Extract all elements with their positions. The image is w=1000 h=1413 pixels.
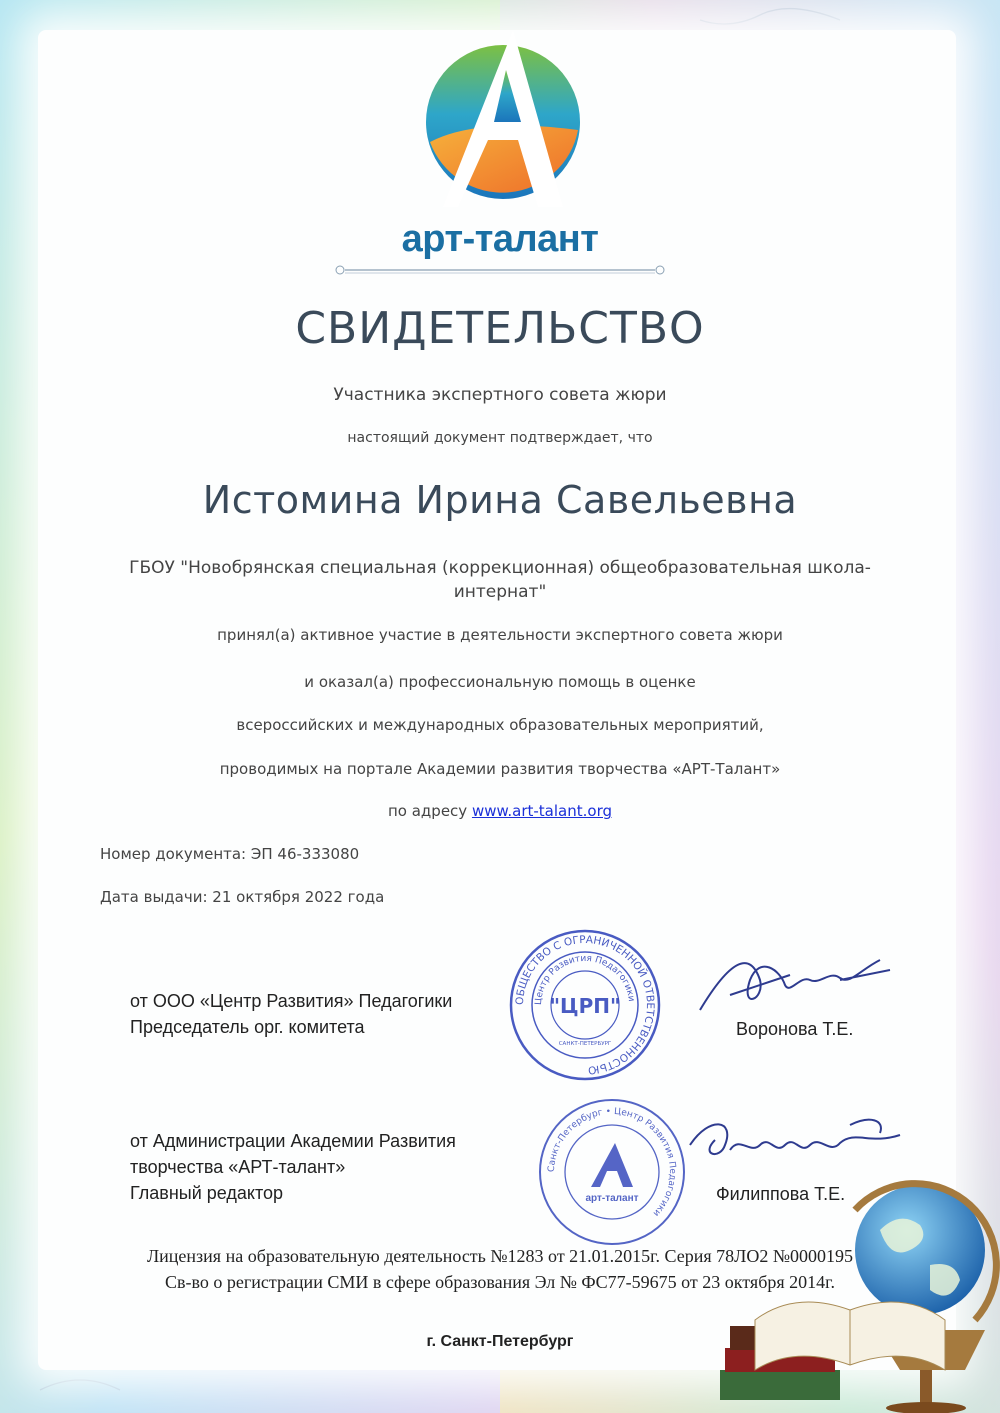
certificate-subtitle: Участника экспертного совета жюри — [333, 385, 667, 405]
signatory-2-org-line-1: от Администрации Академии Развития — [130, 1131, 456, 1151]
signatory-1-block — [130, 988, 452, 1040]
signatory-1-org: от ООО «Центр Развития» Педагогики — [130, 991, 453, 1011]
registration-text: Св-во о регистрации СМИ в сфере образования Эл № ФС77-59675 от 23 октября 2014г. — [164, 1272, 835, 1292]
body-line-2: и оказал(а) профессиональную помощь в оценке — [304, 673, 696, 691]
stamp-2-center: арт-талант — [585, 1193, 639, 1204]
logo-wordmark: арт-талант — [401, 218, 599, 260]
signatory-2-org-line-2: творчества «АРТ-талант» — [130, 1157, 346, 1177]
signature-1-icon — [690, 940, 900, 1030]
document-number: Номер документа: ЭП 46-333080 — [100, 845, 360, 863]
confirmation-text: настоящий документ подтверждает, что — [347, 430, 653, 446]
stamp-crp-icon — [505, 925, 665, 1085]
body-line-1: принял(а) активное участие в деятельности экспертного совета жюри — [217, 626, 783, 644]
address-prefix: по адресу — [387, 802, 472, 820]
signatory-2-role: Главный редактор — [130, 1183, 284, 1203]
signatory-2-name: Филиппова Т.Е. — [716, 1184, 846, 1204]
issue-date: Дата выдачи: 21 октября 2022 года — [100, 888, 385, 906]
ornament-divider — [333, 262, 667, 278]
stamp-1-city: САНКТ-ПЕТЕРБУРГ — [558, 1041, 612, 1047]
stamp-art-talant-icon — [535, 1095, 690, 1250]
recipient-name: Истомина Ирина Савельевна — [202, 478, 798, 522]
address-line — [0, 802, 1000, 820]
license-text: Лицензия на образовательную деятельность №1283 от 21.01.2015г. Серия 78ЛО2 №0000195 — [146, 1246, 854, 1266]
recipient-organization: ГБОУ "Новобрянская специальная (коррекционная) общеобразовательная школа-интернат" — [129, 558, 871, 602]
stamp-1-ring-text: ОБЩЕСТВО С ОГРАНИЧЕННОЙ ОТВЕТСТВЕННОСТЬЮ — [513, 933, 657, 1077]
stamp-2-ring-text: Санкт-Петербург • Центр Развития Педагогики — [546, 1106, 678, 1219]
signatory-2-block — [130, 1128, 456, 1206]
website-link[interactable]: www.art-talant.org — [471, 802, 612, 820]
body-line-3: всероссийских и международных образовательных мероприятий, — [236, 716, 764, 734]
signatory-1-name: Воронова Т.Е. — [736, 1019, 854, 1039]
stamp-1-center: "ЦРП" — [549, 994, 621, 1018]
stamp-1-inner-text: Центр Развития Педагогики — [533, 953, 636, 1006]
body-line-4: проводимых на портале Академии развития творчества «АРТ-Талант» — [219, 760, 781, 778]
books-and-globe-icon — [715, 1170, 1000, 1413]
certificate-title: СВИДЕТЕЛЬСТВО — [295, 303, 705, 354]
art-talant-logo-icon — [418, 22, 588, 217]
signatory-1-role: Председатель орг. комитета — [130, 1017, 365, 1037]
city-label: г. Санкт-Петербург — [426, 1333, 574, 1350]
